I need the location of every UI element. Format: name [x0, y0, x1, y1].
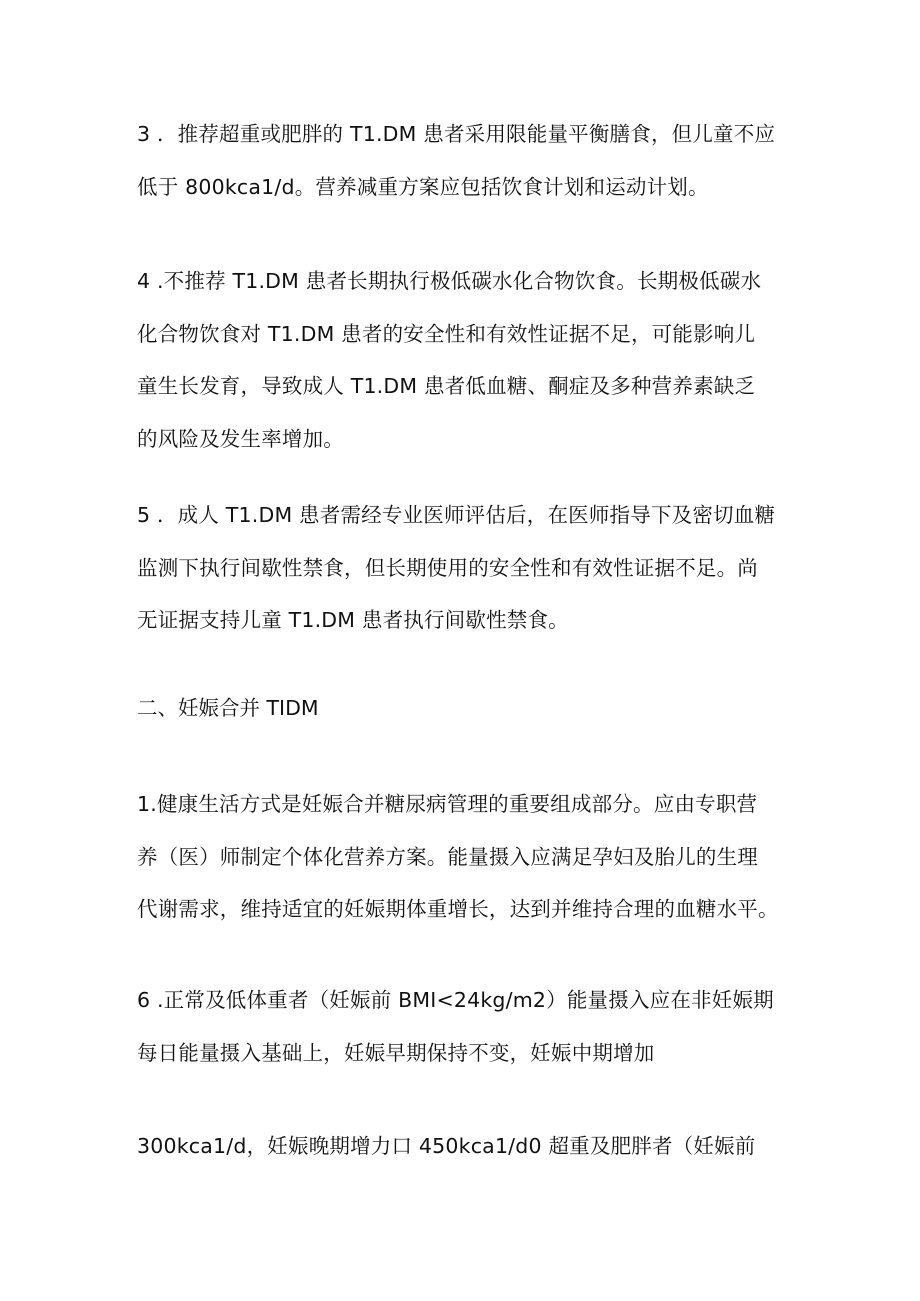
text-line: 童生长发育，导致成人 T1.DM 患者低血糖、酮症及多种营养素缺乏	[137, 374, 756, 398]
text-line: 3 ．推荐超重或肥胖的 T1.DM 患者采用限能量平衡膳食，但儿童不应	[137, 122, 776, 146]
paragraph-section-item-6-continued	[137, 1120, 787, 1173]
text-line: 的风险及发生率增加。	[137, 426, 344, 451]
text-line: 6 .正常及低体重者（妊娠前 BMI<24kg∕m2）能量摄入应在非妊娠期	[137, 988, 774, 1012]
paragraph-item-3	[137, 108, 787, 213]
paragraph-section-item-1	[137, 778, 787, 936]
paragraph-item-4	[137, 255, 787, 465]
text-line: 1.健康生活方式是妊娠合并糖尿病管理的重要组成部分。应由专职营	[137, 792, 758, 816]
text-line: 300kca1∕d，妊娠晚期增力口 450kca1∕d0 超重及肥胖者（妊娠前	[137, 1134, 756, 1158]
section-heading: 二、妊娠合并 TIDM	[137, 696, 319, 720]
text-line: 4 .不推荐 T1.DM 患者长期执行极低碳水化合物饮食。长期极低碳水	[137, 269, 762, 293]
text-line: 低于 800kca1∕d。营养减重方案应包括饮食计划和运动计划。	[137, 174, 709, 199]
paragraph-item-5	[137, 489, 787, 647]
text-line: 每日能量摄入基础上，妊娠早期保持不变，妊娠中期增加	[137, 1040, 655, 1065]
text-line: 代谢需求，维持适宜的妊娠期体重增长，达到并维持合理的血糖水平。	[137, 897, 779, 921]
text-line: 化合物饮食对 T1.DM 患者的安全性和有效性证据不足，可能影响儿	[137, 321, 756, 346]
paragraph-section-item-6	[137, 974, 787, 1079]
text-line: 无证据支持儿童 T1.DM 患者执行间歇性禁食。	[137, 608, 569, 632]
text-line: 监测下执行间歇性禁食，但长期使用的安全性和有效性证据不足。尚	[137, 555, 758, 580]
text-line: 养（医）师制定个体化营养方案。能量摄入应满足孕妇及胎儿的生理	[137, 844, 758, 869]
text-line: 5 ．成人 T1.DM 患者需经专业医师评估后，在医师指导下及密切血糖	[137, 503, 776, 527]
